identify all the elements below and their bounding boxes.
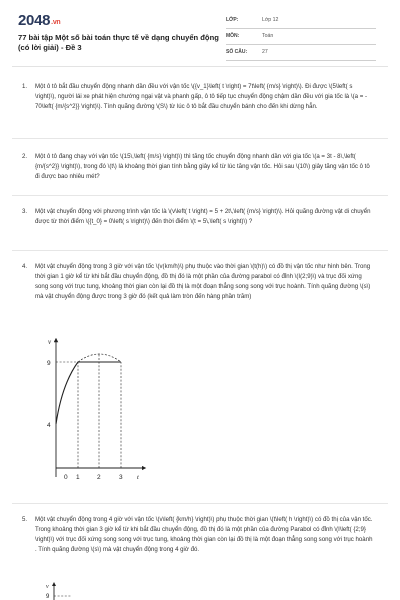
document-title: 77 bài tập Một số bài toán thực tế về dạng chuyển động (có lời giải) - Đề 3 bbox=[18, 33, 219, 52]
page-header bbox=[0, 0, 400, 62]
question-number: 5. bbox=[22, 516, 28, 523]
meta-class-key: LỚP: bbox=[226, 17, 239, 23]
y-tick-4: 4 bbox=[47, 422, 51, 429]
y-axis-arrow bbox=[52, 582, 56, 586]
meta-count-value: 27 bbox=[262, 49, 268, 55]
question-separator bbox=[12, 503, 388, 504]
question-text: Một ô tô bắt đầu chuyển động nhanh dần đều với vận tốc \({v_1}\left( t \right) = 7t\left( {m/s} \right)\). Đi được \(5\left( s \right)\), người lái xe phát hiện chướng ngại vật và phanh gấp, ô tô tiếp tục chuyển động chậm dần đều với gia tốc là \(a = - 70\left( {m/{s^2}} \right)\). Tính quãng đường \(S\) từ lúc ô tô bắt đầu chuyển bánh cho đến khi dừng hẳn. bbox=[35, 83, 367, 110]
site-logo[interactable] bbox=[18, 12, 60, 29]
document-meta bbox=[226, 13, 376, 61]
x-tick-3: 3 bbox=[119, 474, 123, 481]
x-tick-1: 1 bbox=[76, 474, 80, 481]
question-number: 3. bbox=[22, 208, 28, 215]
question-text: Một vật chuyển động trong 3 giờ với vận tốc \(v(km/h)\) phụ thuộc vào thời gian \(t(h)\) có đồ thị vận tốc như hình bên. Trong thời gian 1 giờ kể từ khi bắt đầu chuyển động, đồ thị đó là một phần của đường parabol có đỉnh \(I(2;9)\) và trục đối xứng song song với trục tung, khoảng thời gian còn lại đồ thị là một đoạn thẳng song song với trục hoành. Tính quãng đường \(s\) mà vật chuyển động được trong 3 giờ đó (kết quả làm tròn đến hàng phần trăm) bbox=[35, 263, 371, 300]
meta-count-key: SỐ CÂU: bbox=[226, 49, 248, 55]
velocity-curve bbox=[56, 362, 121, 424]
question-number: 2. bbox=[22, 153, 28, 160]
question-separator bbox=[12, 195, 388, 196]
y-axis-label: v bbox=[46, 584, 49, 590]
meta-class-value: Lớp 12 bbox=[262, 17, 279, 23]
x-axis-label: t bbox=[137, 474, 139, 481]
velocity-graph-2 bbox=[32, 580, 92, 600]
meta-subject-key: MÔN: bbox=[226, 33, 240, 39]
velocity-graph bbox=[40, 332, 150, 488]
question-separator bbox=[12, 250, 388, 251]
question-text: Một vật chuyển động trong 4 giờ với vận tốc \(v\left( {km/h} \right)\) phụ thuộc thời gian \(t\left( h \right)\) có đồ thị của vận tốc. Trong khoảng thời gian 3 giờ kể từ khi bắt đầu chuyển động, đồ thị đó là một phần của đường Parabol có đỉnh \(I\left( {2;9} \right)\) với trục đối xứng song song với trục tung, khoảng thời gian còn lại đồ thị là một đoạn thẳng song song với trục hoành . Tính quãng đường \(s\) mà vật chuyển động trong 4 giờ đó. bbox=[35, 516, 373, 553]
meta-class-row bbox=[226, 13, 376, 29]
meta-subject-row bbox=[226, 29, 376, 45]
question-number: 4. bbox=[22, 263, 28, 270]
logo-suffix: .vn bbox=[51, 19, 61, 26]
question-text: Một ô tô đang chạy với vận tốc \(15\,\left( {m/s} \right)\) thì tăng tốc chuyển động nhanh dần với gia tốc \(a = 3t - 8\,\left( {m/{s^2}} \right)\), trong đó \(t\) là khoảng thời gian tính bằng giây kể từ lúc tăng vận tốc. Hỏi sau \(10\) giây tăng vận tốc ô tô đi được bao nhiêu mét? bbox=[35, 153, 370, 180]
header-divider bbox=[12, 66, 388, 67]
question-number: 1. bbox=[22, 83, 28, 90]
meta-count-row bbox=[226, 45, 376, 61]
parabola-continuation bbox=[78, 354, 121, 362]
y-tick-9: 9 bbox=[46, 594, 50, 600]
y-axis-label: v bbox=[48, 338, 52, 346]
question-text: Một vật chuyển động với phương trình vận tốc là \(v\left( t \right) = 5 + 2t\,\left( {m/s} \right)\). Hỏi quãng đường vật di chuyển được từ thời điểm \({t_0} = 0\left( s \right)\) đến thời điểm \(t = 5\,\left( s \right)\) ? bbox=[35, 208, 371, 225]
logo-text: 2048 bbox=[18, 12, 51, 29]
meta-subject-value: Toán bbox=[262, 33, 274, 39]
x-tick-2: 2 bbox=[97, 474, 101, 481]
question-separator bbox=[12, 138, 388, 139]
y-tick-9: 9 bbox=[47, 360, 51, 367]
x-tick-0: 0 bbox=[64, 474, 68, 481]
